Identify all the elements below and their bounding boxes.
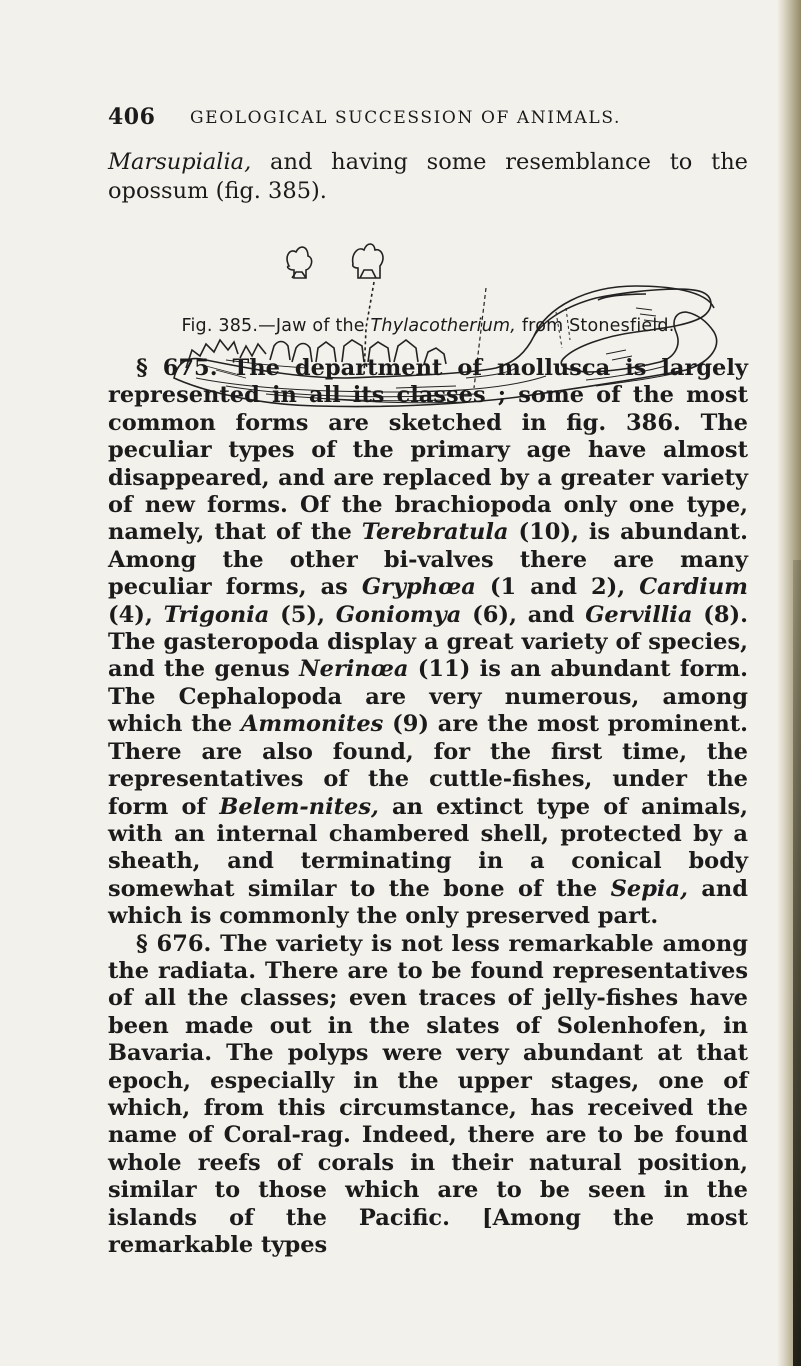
p675-text-2: (10), is abundant. Among the other bi-valves there are many peculiar forms, as [108,519,749,601]
p675-text-7: (8). The gasteropoda display a great variety of species, and the genus [108,601,749,683]
paragraph-676: § 676. The variety is not less remarkable among the radiata. There are to be found representatives of all the classes; even traces of jelly-fishes have been made out in the slates of Solenhofen, in Bavaria. The polyps were very abundant at that epoch, especially in the upper stages, one of which, from this circumstance, has received the name of Coral-rag. Indeed, there are to be found whole reefs of corals in their natural position, similar to those which are to be seen in the islands of the Pacific. [Among the most remarkable types [108,930,748,1258]
figure-caption [108,316,748,336]
p675-text-10: an extinct type of animals, with an internal chambered shell, protected by a sheath, and terminating in a conical body somewhat similar to the bone of the [108,793,748,902]
p675-italic-terebratula: Terebratula [361,519,509,546]
p675-text-3: (1 and 2), [475,574,640,601]
intro-line [108,148,748,206]
caption-italic: Thylacotherium, [370,316,517,336]
page-number: 406 [108,104,156,130]
intro-rest: and having some resemblance to the opossum (fig. 385). [108,149,748,204]
body-text [108,355,748,1259]
p675-text-9: (9) are the most prominent. There are also found, for the first time, the representatives of the cuttle-fishes, under the form of [108,711,748,820]
p675-italic-cardium: Cardium [639,574,748,601]
p675-text-8: (11) is an abundant form. The Cephalopoda are very numerous, among which the [108,656,749,738]
p675-italic-gervillia: Gervillia [585,601,693,628]
caption-suffix: from Stonesfield. [516,316,675,336]
p675-italic-sepia: Sepia, [610,875,688,902]
p675-italic-nerinaea: Nerinœa [299,656,409,683]
p675-text-1: § 675. The department of mollusca is largely represented in all its classes ; some of the most common forms are sketched in fig. 386. The peculiar types of the primary age have almost disappeared, and are replaced by a greater variety of new forms. Of the brachiopoda only one type, namely, that of the [108,355,748,546]
page-edge-dark [793,560,801,1366]
p675-text-4: (4), [108,601,164,628]
p675-italic-ammonites: Ammonites [240,711,384,738]
p675-text-5: (5), [269,601,336,628]
p675-italic-belemnites: Belem-nites, [219,793,379,820]
intro-italic: Marsupialia, [108,149,252,175]
paragraph-675 [108,355,748,931]
running-head: GEOLOGICAL SUCCESSION OF ANIMALS. [190,108,621,128]
p675-italic-goniomya: Goniomya [335,601,462,628]
page-header [108,104,748,128]
p675-italic-gryphaea: Gryphœa [361,574,476,601]
p675-text-11: and which is commonly the only preserved part. [108,875,748,930]
p675-text-6: (6), and [461,601,586,628]
p675-italic-trigonia: Trigonia [163,601,270,628]
caption-prefix: Fig. 385.—Jaw of the [181,316,371,336]
